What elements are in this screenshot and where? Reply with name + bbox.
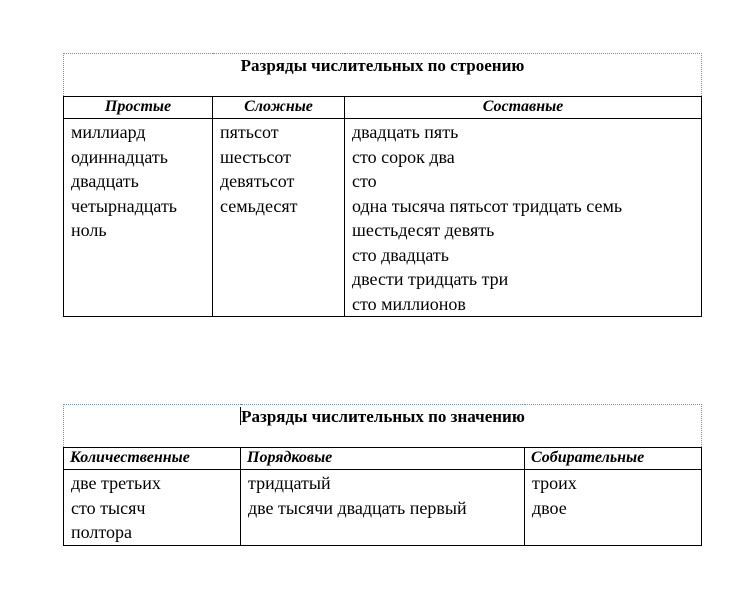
list-item: двое	[532, 497, 567, 518]
table-title: Разряды числительных по значению	[241, 407, 525, 426]
list-item: семьдесят	[220, 195, 298, 216]
cell-simple-numerals[interactable]	[64, 119, 213, 317]
cell-cardinal-numerals[interactable]	[64, 470, 241, 546]
list-item: две третьих	[71, 473, 161, 493]
list-item: полтора	[71, 522, 132, 542]
cell-collective-numerals[interactable]	[525, 470, 702, 546]
list-item: миллиард	[71, 122, 146, 142]
list-item: сто	[352, 171, 377, 191]
list-item: четырнадцать	[71, 195, 178, 216]
column-header-cardinal[interactable]: Количественные	[64, 448, 241, 470]
column-header-simple[interactable]: Простые	[64, 97, 213, 119]
table-title-cell[interactable]	[64, 405, 702, 448]
list-item: ноль	[71, 220, 107, 240]
list-item: двести тридцать три	[352, 269, 509, 289]
list-item: сто миллионов	[352, 293, 466, 314]
list-item: тридцатый	[248, 473, 331, 493]
list-item: сто тысяч	[71, 497, 146, 518]
list-item: двадцать пять	[352, 122, 459, 142]
list-item: пятьсот	[220, 122, 279, 142]
list-item: троих	[532, 473, 577, 493]
column-header-compound[interactable]: Составные	[345, 97, 702, 119]
cell-compound-numerals[interactable]	[345, 119, 702, 317]
table-title[interactable]: Разряды числительных по строению	[64, 54, 702, 97]
column-header-collective[interactable]: Собирательные	[525, 448, 702, 470]
column-header-ordinal[interactable]: Порядковые	[241, 448, 525, 470]
list-item: одна тысяча пятьсот тридцать семь	[352, 195, 623, 216]
cell-complex-numerals[interactable]	[213, 119, 345, 317]
column-header-complex[interactable]: Сложные	[213, 97, 345, 119]
list-item: сто сорок два	[352, 146, 455, 167]
numerals-structure-table	[63, 53, 702, 317]
list-item: одиннадцать	[71, 146, 168, 167]
list-item: две тысячи двадцать первый	[248, 497, 467, 518]
list-item: сто двадцать	[352, 244, 449, 265]
cell-ordinal-numerals[interactable]	[241, 470, 525, 546]
list-item: двадцать	[71, 171, 139, 191]
list-item: шестьсот	[220, 146, 291, 167]
numerals-meaning-table	[63, 404, 702, 546]
list-item: шестьдесят девять	[352, 220, 495, 240]
list-item: девятьсот	[220, 171, 295, 191]
